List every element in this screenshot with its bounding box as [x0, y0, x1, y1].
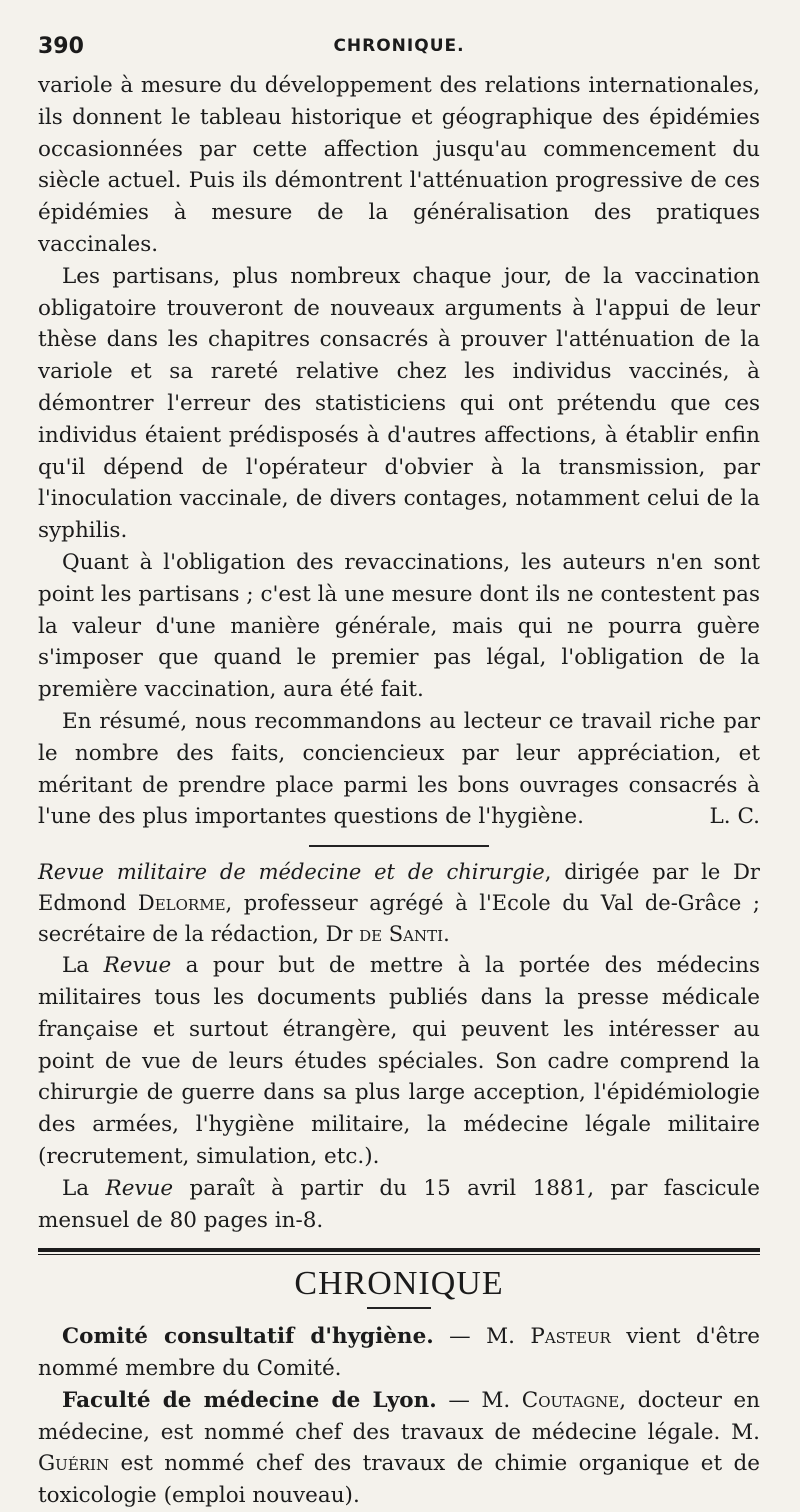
review-p2-rest: paraît à partir du 15 avril 1881, par fascicule mensuel de 80 pages in-8.	[38, 1175, 760, 1233]
review-p1-revue: Revue	[103, 953, 172, 979]
running-title: CHRONIQUE.	[333, 36, 465, 56]
news-item-1-dash: — M.	[433, 1324, 531, 1350]
paragraph-2: Les partisans, plus nombreux chaque jour, de la vaccination obligatoire trouveront de nouveaux arguments à l'appui de leur thèse dans les chapitres consacrés à prouver l'atténuation de la variole et sa rareté relative chez les individus vaccinés, à démontrer l'erreur des statisticiens qui ont prétendu que ces individus étaient prédisposés à d'autres affections, à établir enfin qu'il dépend de l'opérateur d'obvier à la transmission, par l'inoculation vaccinale, de divers contages, notamment celui de la syphilis.	[38, 263, 760, 544]
review-paragraph-2	[38, 1173, 760, 1237]
review-editor-name: Delorme	[137, 891, 226, 916]
news-item-2-mid: , docteur en médecine, est nommé chef des travaux de médecine légale. M.	[38, 1387, 760, 1445]
paragraph-4-text: En résumé, nous recommandons au lecteur ce travail riche par le nombre des faits, conciencieux par leur appréciation, et méritant de prendre place parmi les bons ouvrages consacrés à l'une des plus importantes questions de l'hygiène.	[38, 708, 760, 830]
news-item-1	[38, 1321, 760, 1385]
review-after-title: , dirigée par le Dr Edmond	[38, 860, 760, 916]
news-item-2-rest: est nommé chef des travaux de chimie organique et de toxicologie (emploi nouveau).	[38, 1451, 760, 1509]
news-item-2-name-1: Coutagne	[521, 1387, 620, 1413]
chronique-title: CHRONIQUE	[294, 1265, 504, 1303]
chronique-underline	[367, 1307, 431, 1309]
section-double-rule	[38, 1248, 760, 1255]
paragraph-1: variole à mesure du développement des relations internationales, ils donnent le tableau historique et géographique des épidémies occasionnées par cette affection jusqu'au commencement du siècle actuel. Puis ils démontrent l'atténuation progressive de ces épidémies à mesure de la généralisation des pratiques vaccinales.	[38, 73, 760, 257]
review-title: Revue militaire de médecine et de chirurgie	[38, 860, 545, 885]
news-item-2-dash: — M.	[436, 1387, 522, 1413]
review-p2-revue: Revue	[105, 1175, 174, 1201]
review-p1-start: La	[62, 953, 104, 979]
news-item-1-rest: vient d'être nommé membre du Comité.	[38, 1324, 760, 1382]
review-secretary-name: de Santi	[359, 922, 444, 947]
page-number: 390	[38, 34, 84, 59]
running-header	[38, 30, 760, 70]
news-item-2-label: Faculté de médecine de Lyon.	[62, 1387, 437, 1413]
news-item-1-name: Pasteur	[530, 1324, 611, 1350]
news-item-1-label: Comité consultatif d'hygiène.	[62, 1324, 434, 1350]
review-p1-rest: a pour but de mettre à la portée des médecins militaires tous les documents publiés dans la presse médicale française et surtout étrangère, qui peuvent les intéresser au point de vue de leurs études spéciales. Son cadre comprend la chirurgie de guerre dans sa plus large acception, l'épidémiologie des armées, l'hygiène militaire, la médecine légale militaire (recrutement, simulation, etc.).	[38, 953, 761, 1169]
review-editor-desc: , professeur agrégé à l'Ecole du Val de-Grâce ; secrétaire de la rédaction, Dr	[38, 891, 760, 947]
paragraph-3: Quant à l'obligation des revaccinations, les auteurs n'en sont point les partisans ; c'est là une mesure dont ils ne contestent pas la valeur d'une manière générale, mais qui ne pourra guère s'imposer que quand le premier pas légal, l'obligation de la première vaccination, aura été fait.	[38, 549, 760, 703]
section-divider	[309, 845, 489, 847]
review-citation	[38, 857, 760, 950]
review-secretary-end: .	[443, 922, 450, 947]
news-item-2-name-2: Guérin	[38, 1451, 110, 1477]
paragraph-4	[38, 706, 760, 833]
review-p2-start: La	[62, 1175, 106, 1201]
review-paragraph-1	[38, 950, 760, 1173]
news-item-2	[38, 1385, 760, 1512]
signature: L. C.	[709, 804, 760, 830]
